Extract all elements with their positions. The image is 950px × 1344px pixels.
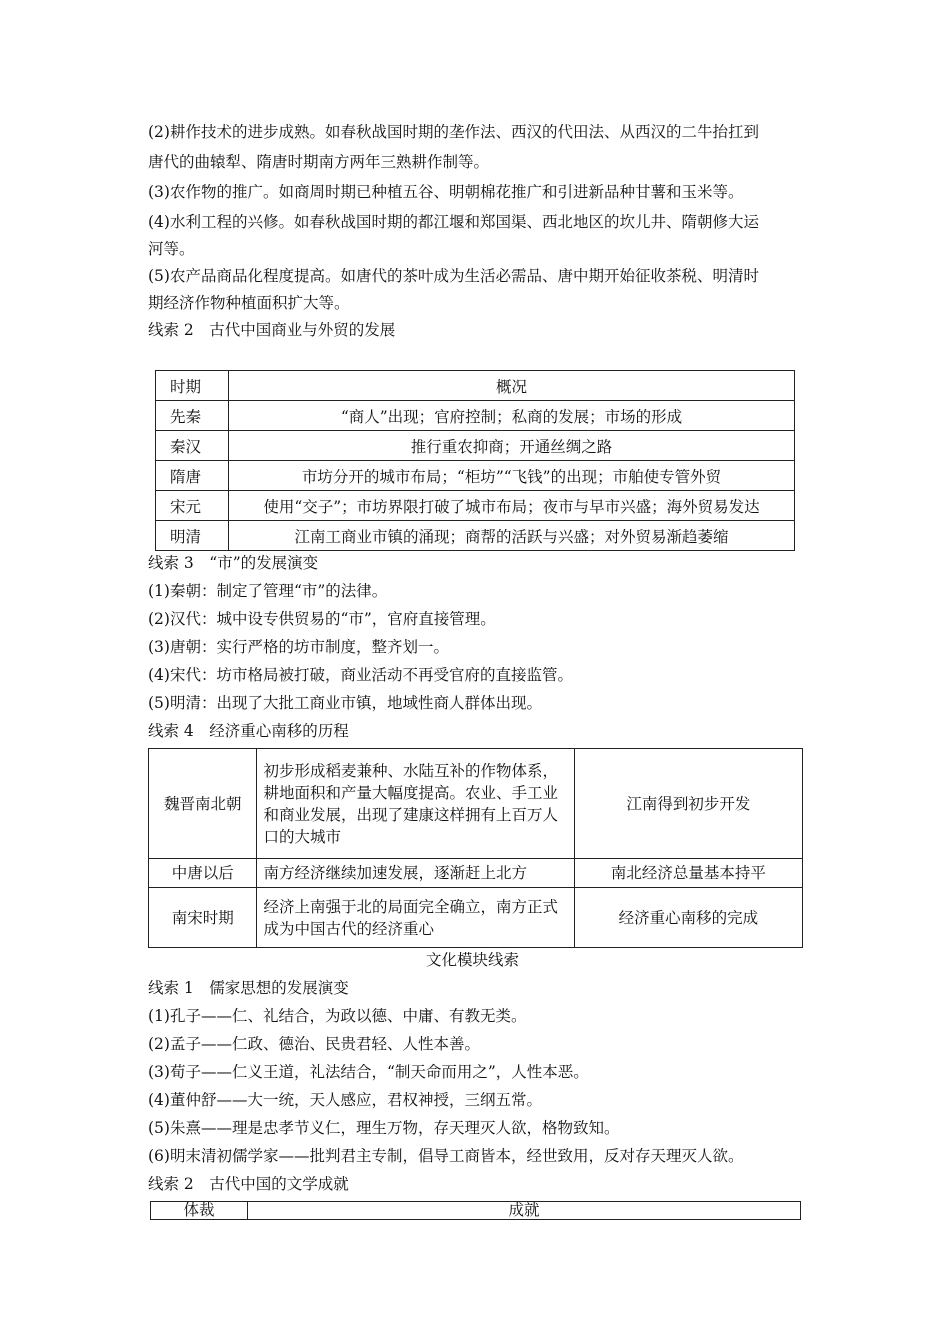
table-header-cell: 体裁 [151,1202,248,1220]
list-item: (1)秦朝：制定了管理“市”的法律。 [148,582,388,600]
description-cell: 初步形成稻麦兼种、水陆互补的作物体系，耕地面积和产量大幅度提高。农业、手工业和商业发展，出现了建康这样拥有上百万人口的大城市 [257,749,574,859]
table-row [149,749,803,859]
summary-cell: 江南工商业市镇的涌现；商帮的活跃与兴盛；对外贸易渐趋萎缩 [229,521,795,551]
list-item: (3)荀子——仁义王道，礼法结合，“制天命而用之”，人性本恶。 [148,1063,589,1081]
section-heading: 文化模块线索 [426,951,520,969]
description-cell: 南方经济继续加速发展，逐渐赶上北方 [257,859,574,888]
table-row [149,859,803,888]
table-header-row [156,371,795,401]
summary-cell: “商人”出现；官府控制；私商的发展；市场的形成 [229,401,795,431]
period-cell: 先秦 [156,401,229,431]
period-cell: 宋元 [156,491,229,521]
result-cell: 江南得到初步开发 [574,749,802,859]
list-item: (1)孔子——仁、礼结合，为政以德、中庸、有教无类。 [148,1007,527,1025]
paragraph-line: (2)耕作技术的进步成熟。如春秋战国时期的垄作法、西汉的代田法、从西汉的二牛抬扛到 [148,123,759,141]
culture-clue1-title: 线索 1 儒家思想的发展演变 [148,979,349,997]
list-item: (5)朱熹——理是忠孝节义仁，理生万物，存天理灭人欲，格物致知。 [148,1119,620,1137]
list-item: (6)明末清初儒学家——批判君主专制，倡导工商皆本，经世致用，反对存天理灭人欲。 [148,1147,744,1165]
table-row [156,491,795,521]
result-cell: 南北经济总量基本持平 [574,859,802,888]
clue3-title: 线索 3 “市”的发展演变 [148,554,319,572]
list-item: (2)汉代：城中设专供贸易的“市”，官府直接管理。 [148,610,496,628]
table-header-cell: 概况 [229,371,795,401]
list-item: (4)宋代：坊市格局被打破，商业活动不再受官府的直接监管。 [148,666,573,684]
clue4-title: 线索 4 经济重心南移的历程 [148,722,349,740]
period-cell: 隋唐 [156,461,229,491]
list-item: (5)明清：出现了大批工商业市镇，地域性商人群体出现。 [148,694,542,712]
paragraph-line: (4)水利工程的兴修。如春秋战国时期的都江堰和郑国渠、西北地区的坎儿井、隋朝修大运 [148,213,759,231]
period-cell: 魏晋南北朝 [149,749,257,859]
clue2-title: 线索 2 古代中国商业与外贸的发展 [148,321,396,339]
paragraph-line: (5)农产品商品化程度提高。如唐代的茶叶成为生活必需品、唐中期开始征收茶税、明清时 [148,267,759,285]
table-header-cell: 时期 [156,371,229,401]
paragraph-line: (3)农作物的推广。如商周时期已种植五谷、明朝棉花推广和引进新品种甘薯和玉米等。 [148,183,744,201]
culture-clue2-title: 线索 2 古代中国的文学成就 [148,1175,349,1193]
paragraph-line: 河等。 [148,240,195,258]
table-header-cell: 成就 [248,1202,801,1220]
paragraph-line: 唐代的曲辕犁、隋唐时期南方两年三熟耕作制等。 [148,153,490,171]
economy-table [148,748,803,948]
summary-cell: 市坊分开的城市布局；“柜坊”“飞钱”的出现；市舶使专管外贸 [229,461,795,491]
period-cell: 明清 [156,521,229,551]
description-cell: 经济上南强于北的局面完全确立，南方正式成为中国古代的经济重心 [257,888,574,948]
table-row [156,461,795,491]
period-cell: 中唐以后 [149,859,257,888]
paragraph-line: 期经济作物种植面积扩大等。 [148,294,350,312]
literature-table [150,1201,801,1220]
list-item: (2)孟子——仁政、德治、民贵君轻、人性本善。 [148,1035,480,1053]
period-cell: 秦汉 [156,431,229,461]
list-item: (4)董仲舒——大一统，天人感应，君权神授，三纲五常。 [148,1091,542,1109]
table-row [149,888,803,948]
table-row [156,431,795,461]
table-row [156,401,795,431]
summary-cell: 推行重农抑商；开通丝绸之路 [229,431,795,461]
summary-cell: 使用“交子”；市坊界限打破了城市布局；夜市与早市兴盛；海外贸易发达 [229,491,795,521]
list-item: (3)唐朝：实行严格的坊市制度，整齐划一。 [148,638,449,656]
period-cell: 南宋时期 [149,888,257,948]
table-row [156,521,795,551]
commerce-table [155,370,795,551]
result-cell: 经济重心南移的完成 [574,888,802,948]
table-header-row [151,1202,801,1220]
